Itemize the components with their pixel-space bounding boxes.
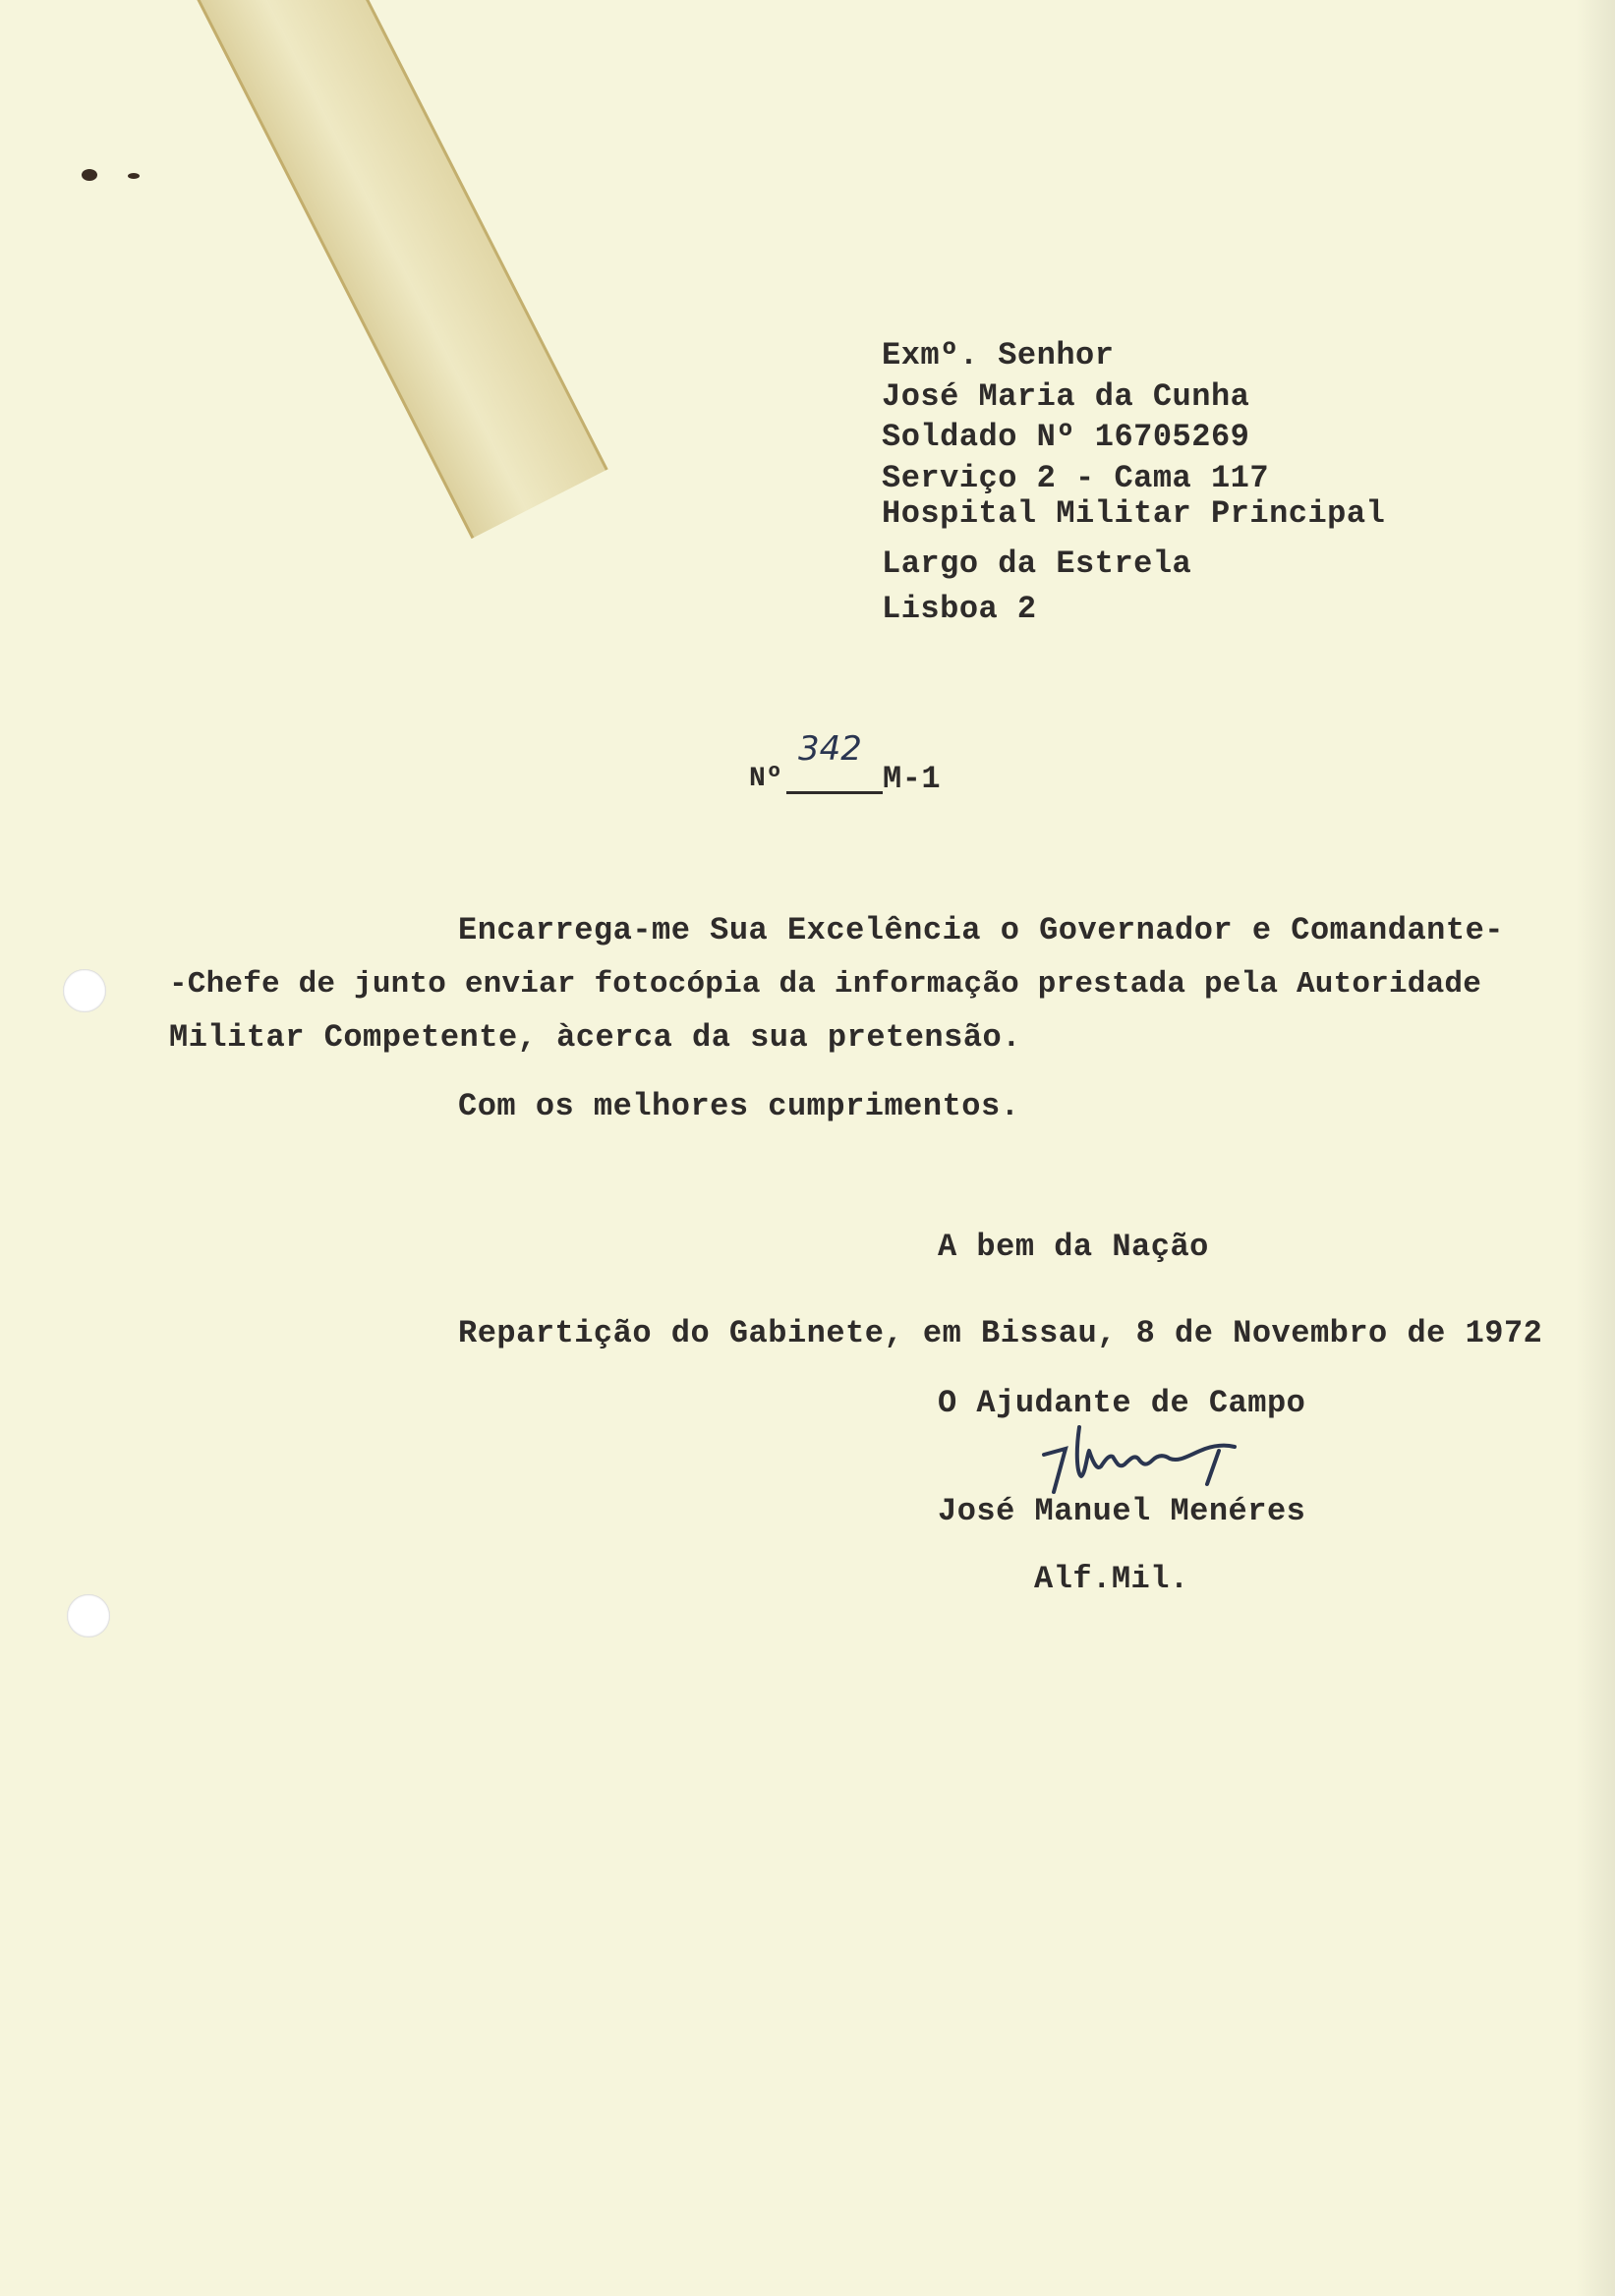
closing-signer-name: José Manuel Menéres [938,1493,1306,1529]
closing-role: O Ajudante de Campo [938,1385,1306,1421]
reference-prefix: Nº [749,764,783,794]
tape-stain [177,0,608,539]
reference-suffix: M-1 [883,761,942,797]
reference-handwritten-number: 342 [798,729,862,769]
ink-spot [128,173,140,179]
ink-spot [82,169,97,181]
page-edge-shadow [1576,0,1615,2296]
address-service: Serviço 2 - Cama 117 [882,460,1270,496]
punch-hole-lower [67,1594,110,1637]
closing-rank: Alf.Mil. [1034,1561,1189,1597]
body-line-2: -Chefe de junto enviar fotocópia da informação prestada pela Autoridade [169,967,1482,1002]
address-city: Lisboa 2 [882,591,1037,627]
body-line-3: Militar Competente, àcerca da sua pretensão. [169,1019,1021,1056]
address-name: José Maria da Cunha [882,378,1250,415]
body-greeting: Com os melhores cumprimentos. [458,1088,1020,1124]
punch-hole-upper [63,969,106,1012]
address-soldier-number: Soldado Nº 16705269 [882,419,1250,455]
body-line-1: Encarrega-me Sua Excelência o Governador e Comandante- [458,912,1504,948]
reference-blank-line [786,791,883,794]
closing-place-date: Repartição do Gabinete, em Bissau, 8 de Novembro de 1972 [458,1315,1543,1351]
closing-motto: A bem da Nação [938,1229,1209,1265]
address-street: Largo da Estrela [882,545,1192,582]
address-salutation: Exmº. Senhor [882,337,1115,373]
address-hospital: Hospital Militar Principal [882,495,1386,532]
